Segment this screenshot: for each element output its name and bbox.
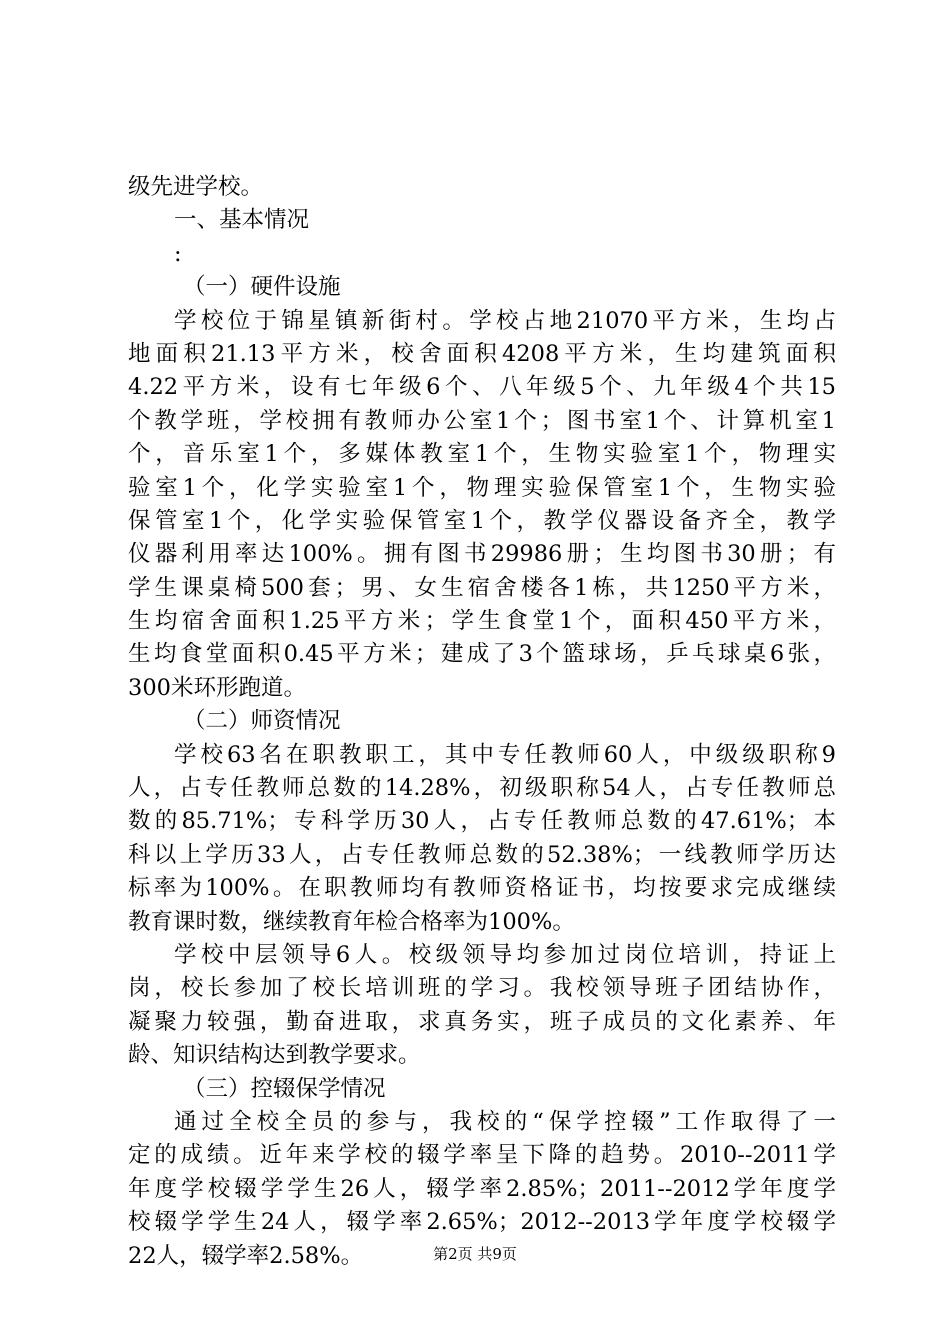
text-line: （二）师资情况 — [183, 708, 341, 735]
text-line: 学校中层领导6人。校级领导均参加过岗位培训，持证上 — [174, 941, 836, 968]
text-line: 数的85.71%；专科学历30人，占专任教师总数的47.61%；本 — [128, 808, 836, 835]
text-line: 一、基本情况 — [174, 207, 310, 234]
text-line: 生均宿舍面积1.25平方米；学生食堂1个，面积450平方米， — [128, 608, 836, 635]
page-footer: 第2页 共9页 — [433, 1245, 517, 1263]
text-line: 生均食堂面积0.45平方米；建成了3个篮球场，乒乓球桌6张， — [128, 641, 836, 668]
text-line: 22人，辍学率2.58%。 — [128, 1242, 364, 1269]
text-line: （三）控辍保学情况 — [183, 1075, 386, 1102]
text-line: 个，音乐室1个，多媒体教室1个，生物实验室1个，物理实 — [128, 441, 836, 468]
document-body — [128, 171, 836, 1273]
text-line: 科以上学历33人，占专任教师总数的52.38%；一线教师学历达 — [128, 841, 836, 868]
text-line: 校辍学学生24人，辍学率2.65%；2012--2013学年度学校辍学 — [128, 1209, 836, 1236]
text-line: : — [174, 240, 182, 267]
text-line: 学校位于锦星镇新街村。学校占地21070平方米，生均占 — [174, 307, 836, 334]
text-line: 定的成绩。近年来学校的辍学率呈下降的趋势。2010--2011学 — [128, 1142, 836, 1169]
text-line: 学生课桌椅500套；男、女生宿舍楼各1栋，共1250平方米， — [128, 574, 836, 601]
text-line: 仪器利用率达100%。拥有图书29986册；生均图书30册；有 — [128, 541, 836, 568]
text-line: 龄、知识结构达到教学要求。 — [128, 1042, 421, 1069]
text-line: （一）硬件设施 — [183, 274, 341, 301]
text-line: 地面积21.13平方米，校舍面积4208平方米，生均建筑面积 — [128, 340, 836, 367]
text-line: 级先进学校。 — [128, 174, 264, 200]
text-line: 通过全校全员的参与，我校的“保学控辍”工作取得了一 — [174, 1108, 836, 1135]
text-line: 300米环形跑道。 — [128, 674, 306, 701]
text-line: 4.22平方米，设有七年级6个、八年级5个、九年级4个共15 — [128, 374, 836, 401]
text-line: 人，占专任教师总数的14.28%，初级职称54人，占专任教师总 — [128, 775, 836, 802]
text-line: 保管室1个，化学实验保管室1个，教学仪器设备齐全，教学 — [128, 507, 836, 534]
text-line: 凝聚力较强，勤奋进取，求真务实，班子成员的文化素养、年 — [128, 1008, 836, 1035]
text-line: 验室1个，化学实验室1个，物理实验保管室1个，生物实验 — [128, 474, 836, 501]
text-line: 岗，校长参加了校长培训班的学习。我校领导班子团结协作， — [128, 975, 836, 1002]
text-line: 学校63名在职教职工，其中专任教师60人，中级级职称9 — [174, 741, 836, 768]
text-line: 标率为100%。在职教师均有教师资格证书，均按要求完成继续 — [128, 875, 836, 902]
text-line: 个教学班，学校拥有教师办公室1个；图书室1个、计算机室1 — [128, 407, 836, 434]
text-line: 教育课时数，继续教育年检合格率为100%。 — [128, 908, 575, 935]
text-line: 年度学校辍学学生26人，辍学率2.85%；2011--2012学年度学 — [128, 1175, 836, 1202]
